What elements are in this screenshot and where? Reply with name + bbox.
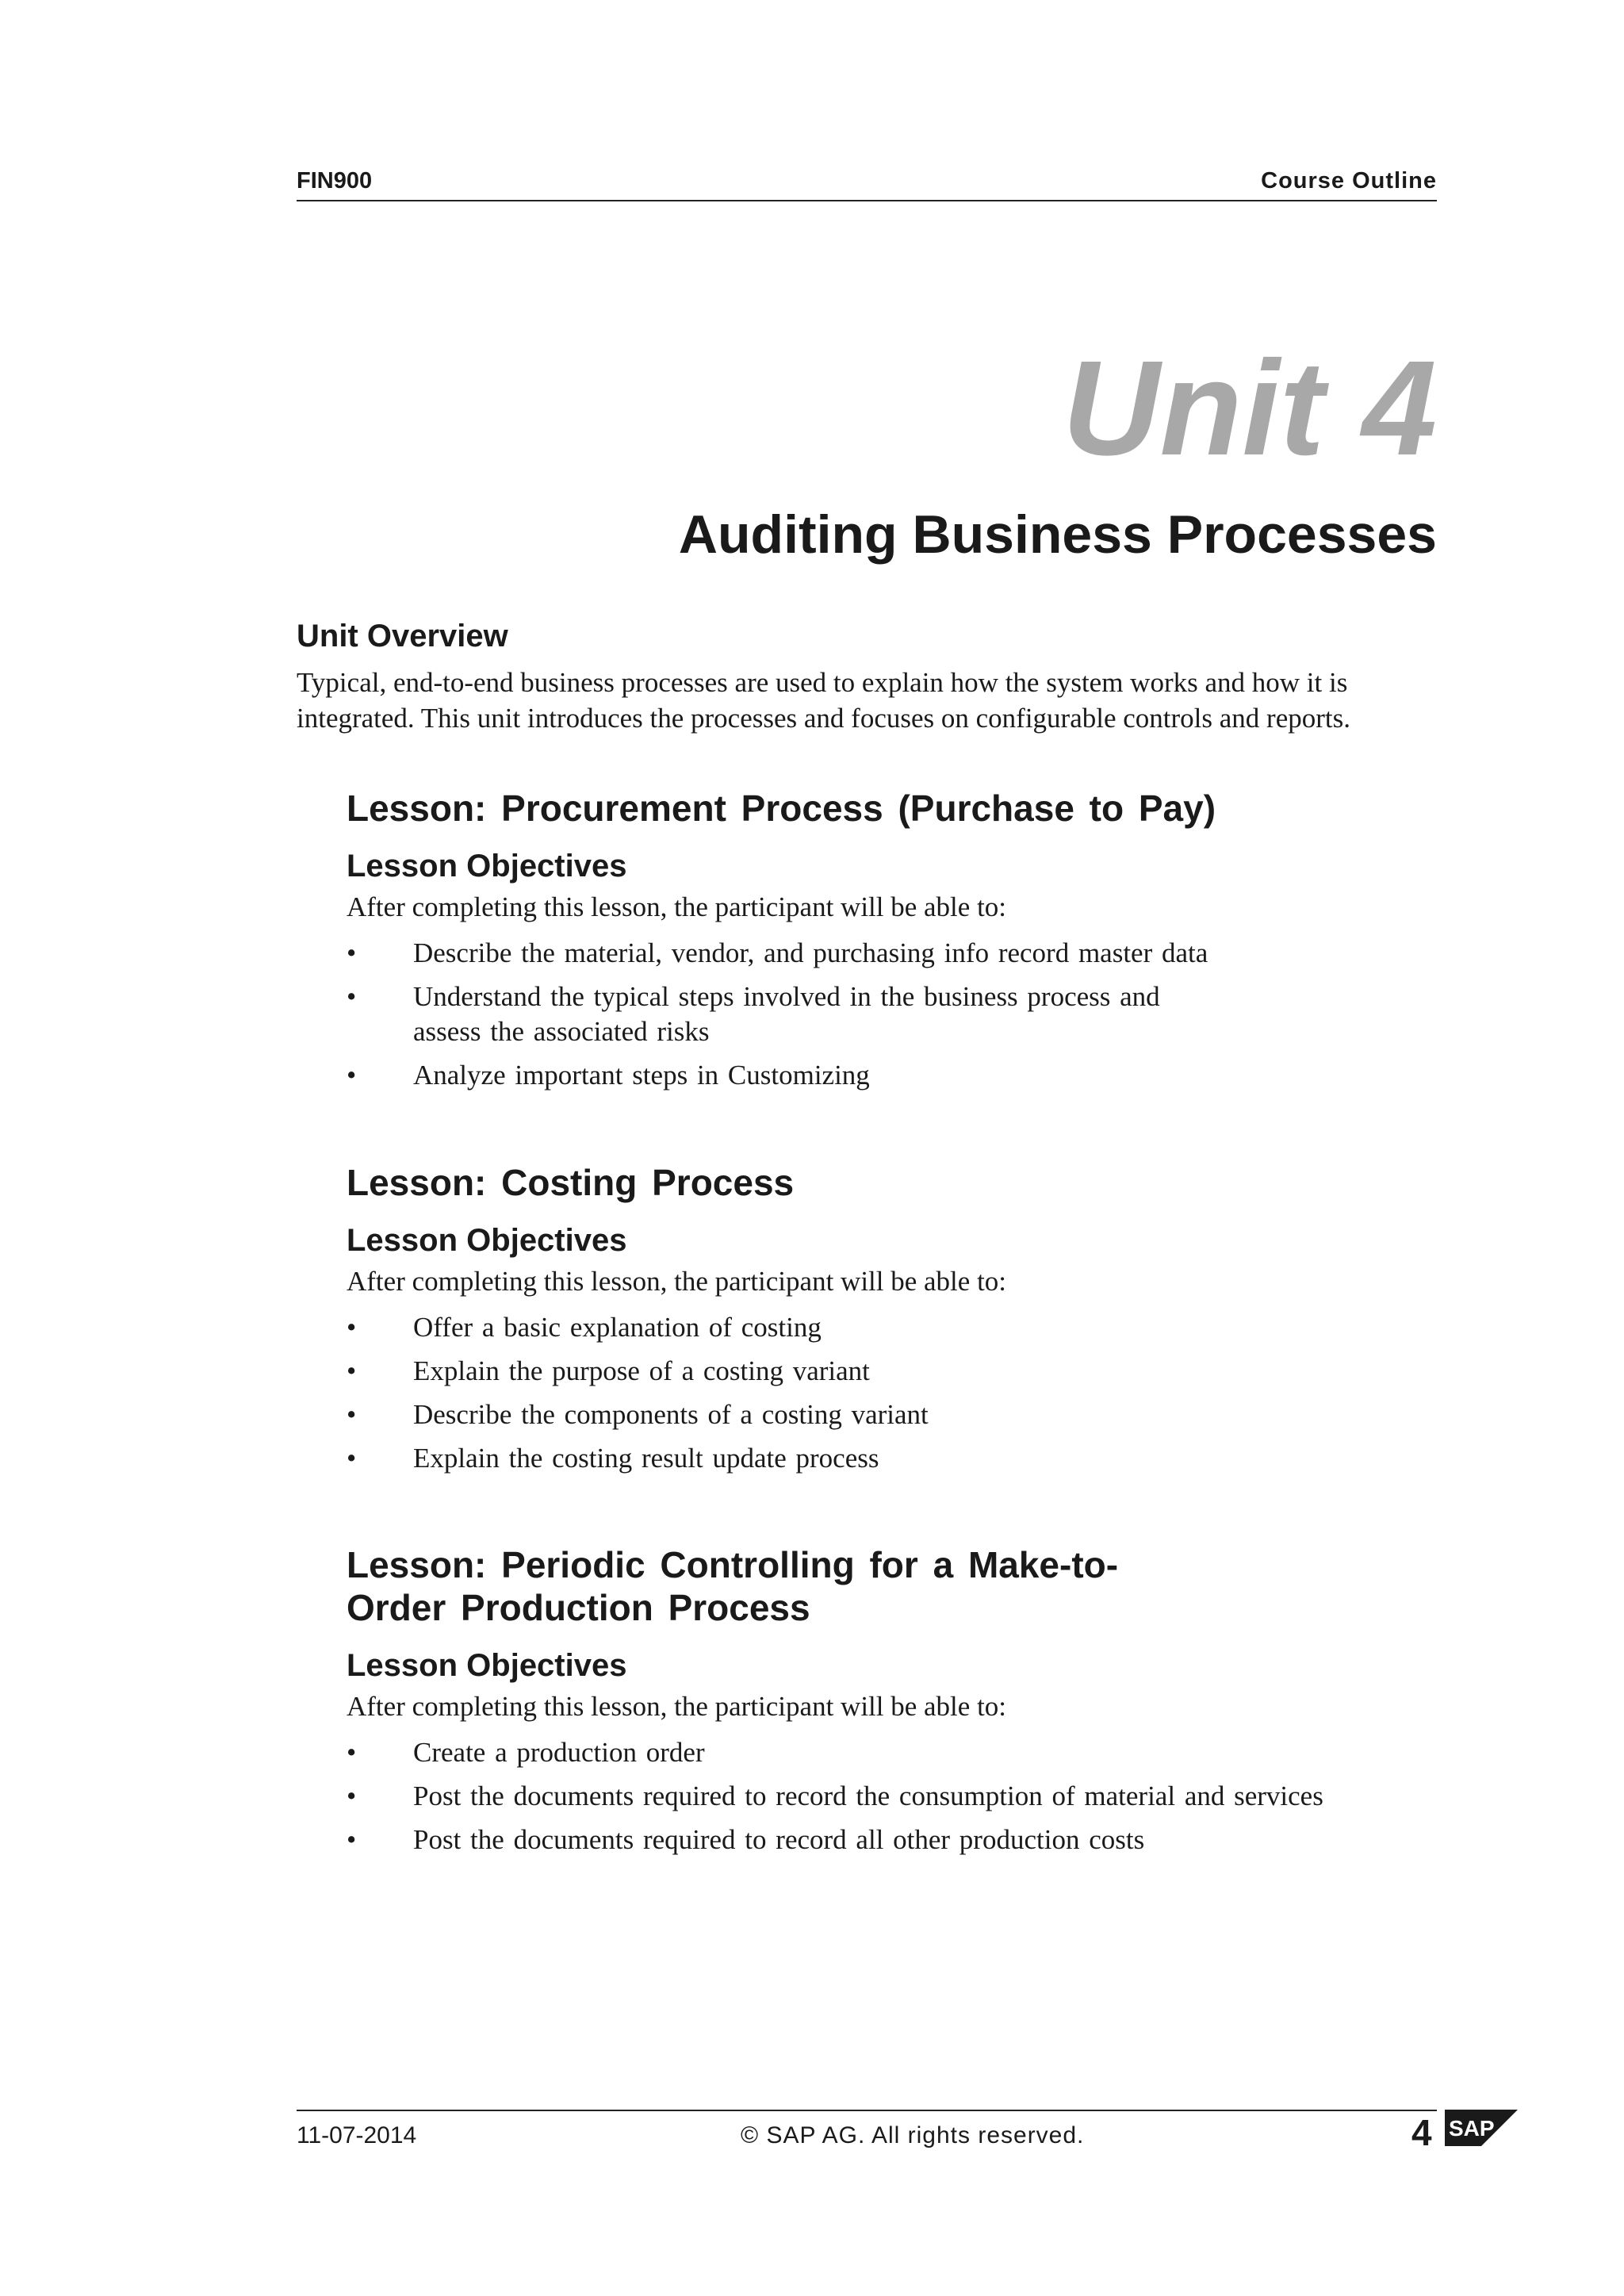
footer-date: 11-07-2014 xyxy=(297,2122,417,2148)
lesson-objectives-heading: Lesson Objectives xyxy=(347,1223,627,1258)
lesson-intro: After completing this lesson, the participant will be able to: xyxy=(347,1691,1007,1722)
objective-item: • Offer a basic explanation of costing xyxy=(347,1310,1425,1345)
objective-item: • Analyze important steps in Customizing xyxy=(347,1058,1425,1093)
bullet-icon: • xyxy=(347,981,357,1012)
lesson-title: Lesson: Procurement Process (Purchase to Pay) xyxy=(347,788,1216,829)
objective-list xyxy=(347,1735,1425,1857)
bullet-icon: • xyxy=(347,1443,357,1474)
unit-overview-text: Typical, end-to-end business processes are used to explain how the system works and how it is integrated. This unit introduces the processes and focuses on configurable controls and reports. xyxy=(297,667,1350,734)
bullet-icon: • xyxy=(347,1399,357,1430)
objective-item: • Explain the purpose of a costing variant xyxy=(347,1354,1425,1389)
objective-item: • Understand the typical steps involved in the business process and assess the associated risks xyxy=(347,981,1160,1047)
bullet-icon: • xyxy=(347,937,357,968)
lesson-costing xyxy=(347,1161,1425,1485)
footer-rule xyxy=(297,2110,1437,2111)
section-title: Course Outline xyxy=(1261,168,1437,194)
sap-logo-icon xyxy=(1445,2110,1518,2146)
unit-overview-heading: Unit Overview xyxy=(297,619,508,654)
bullet-icon: • xyxy=(347,1355,357,1386)
bullet-icon: • xyxy=(347,1060,357,1091)
lesson-procurement xyxy=(347,787,1425,1102)
lesson-title: Lesson: Costing Process xyxy=(347,1162,795,1203)
lesson-intro: After completing this lesson, the participant will be able to: xyxy=(347,1266,1007,1297)
lesson-title: Lesson: Periodic Controlling for a Make-to-Order Production Process xyxy=(347,1544,1119,1628)
bullet-icon: • xyxy=(347,1780,357,1811)
sap-logo-text: SAP xyxy=(1449,2116,1495,2141)
course-code: FIN900 xyxy=(297,168,373,194)
bullet-icon: • xyxy=(347,1312,357,1343)
page-number: 4 xyxy=(1411,2112,1432,2153)
bullet-icon: • xyxy=(347,1737,357,1768)
objective-item: • Explain the costing result update process xyxy=(347,1441,1425,1476)
lesson-intro: After completing this lesson, the participant will be able to: xyxy=(347,891,1007,922)
footer-copyright: © SAP AG. All rights reserved. xyxy=(741,2122,1085,2148)
lesson-objectives-heading: Lesson Objectives xyxy=(347,849,627,884)
lesson-periodic-controlling xyxy=(347,1543,1425,1866)
objective-list xyxy=(347,1310,1425,1476)
bullet-icon: • xyxy=(347,1824,357,1855)
lesson-objectives-heading: Lesson Objectives xyxy=(347,1648,627,1683)
objective-item: • Post the documents required to record the consumption of material and services xyxy=(347,1779,1425,1814)
unit-number: Unit 4 xyxy=(1062,333,1437,484)
objective-list xyxy=(347,936,1425,1093)
objective-item: • Describe the material, vendor, and purchasing info record master data xyxy=(347,936,1425,971)
objective-item: • Post the documents required to record all other production costs xyxy=(347,1823,1425,1857)
unit-title: Auditing Business Processes xyxy=(678,504,1437,565)
objective-item: • Describe the components of a costing variant xyxy=(347,1397,1425,1432)
running-header xyxy=(297,168,1437,201)
objective-item: • Create a production order xyxy=(347,1735,1425,1770)
